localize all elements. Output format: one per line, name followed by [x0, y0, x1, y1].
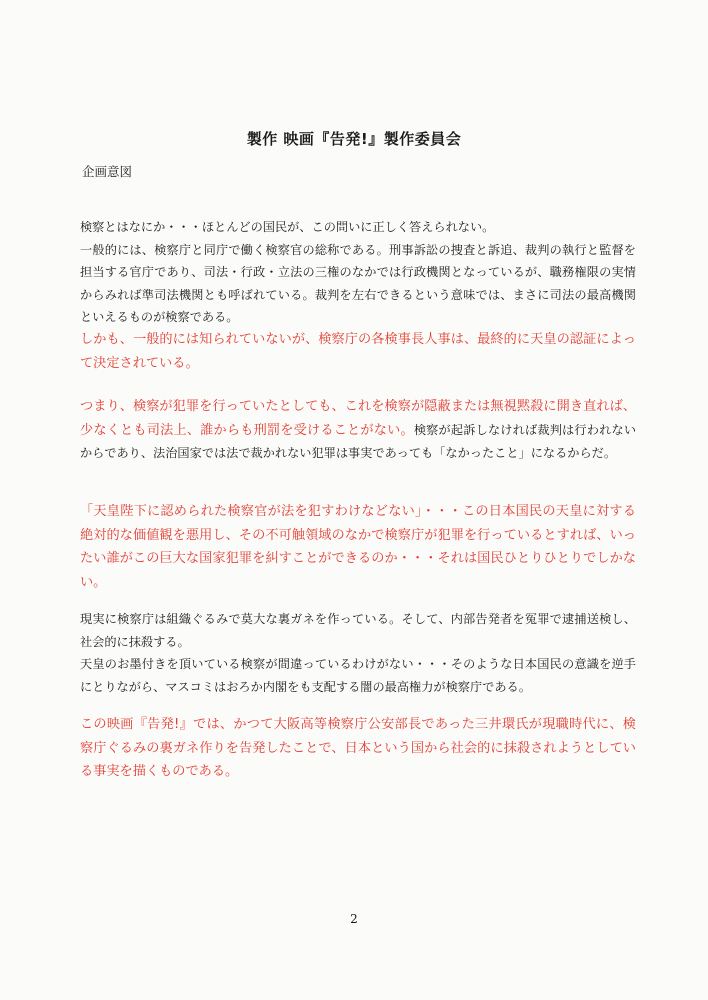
- paragraph-emperor-value: 「天皇陛下に認められた検察官が法を犯すわけなどない」・・・この日本国民の天皇に対する絶対的な価値観を悪用し、その不可触領域のなかで検察庁が犯罪を行っているとすれば、いったい誰がこの巨大な国家犯罪を糾すことができるのか・・・それは国民ひとりひとりでしかない。: [80, 504, 636, 590]
- section-heading: 企画意図: [82, 164, 133, 179]
- paragraph-prosecution-crime-red: つまり、検察が犯罪を行っていたとしても、これを検察が隠蔽または無視黙殺に開き直れば、少なくとも司法上、誰からも刑罰を受けることがない。: [80, 399, 636, 438]
- paragraph-intro: 検察とはなにか・・・ほとんどの国民が、この問いに正しく答えられない。 一般的には、検察庁と同庁で働く検察官の総称である。刑事訴訟の捜査と訴追、裁判の執行と監督を担当する官庁であり、司法・行政・立法の三権のなかでは行政機関となっているが、職務権限の実情からみれば準司法機関とも呼ばれている。裁判を左右できるという意味では、まさに司法の最高機関といえるものが検察である。: [80, 220, 636, 324]
- paragraph-prosecution-crime: [80, 395, 636, 465]
- page-title: 製作 映画『告発!』製作委員会: [246, 130, 462, 148]
- paragraph-emperor-certification: しかも、一般的には知られていないが、検察庁の各検事長人事は、最終的に天皇の認証によって決定されている。: [80, 332, 636, 371]
- paragraph-prosecution-crime-black: 検察が起訴しなければ裁判は行われないからであり、法治国家では法で裁かれない犯罪は事実であっても「なかったこと」になるからだ。: [80, 422, 637, 460]
- page-number: 2: [350, 912, 358, 926]
- paragraph-slush-fund: 現実に検察庁は組織ぐるみで莫大な裏ガネを作っている。そして、内部告発者を冤罪で逮捕送検し、社会的に抹殺する。 天皇のお墨付きを頂いている検察が間違っているわけがない・・・そのような日本国民の意識を逆手にとりながら、マスコミはおろか内閣をも支配する闇の最高権力が検察庁である。: [80, 612, 636, 694]
- paragraph-film-purpose: この映画『告発!』では、かつて大阪高等検察庁公安部長であった三井環氏が現職時代に、検察庁ぐるみの裏ガネ作りを告発したことで、日本という国から社会的に抹殺されようとしている事実を描くものである。: [80, 717, 636, 779]
